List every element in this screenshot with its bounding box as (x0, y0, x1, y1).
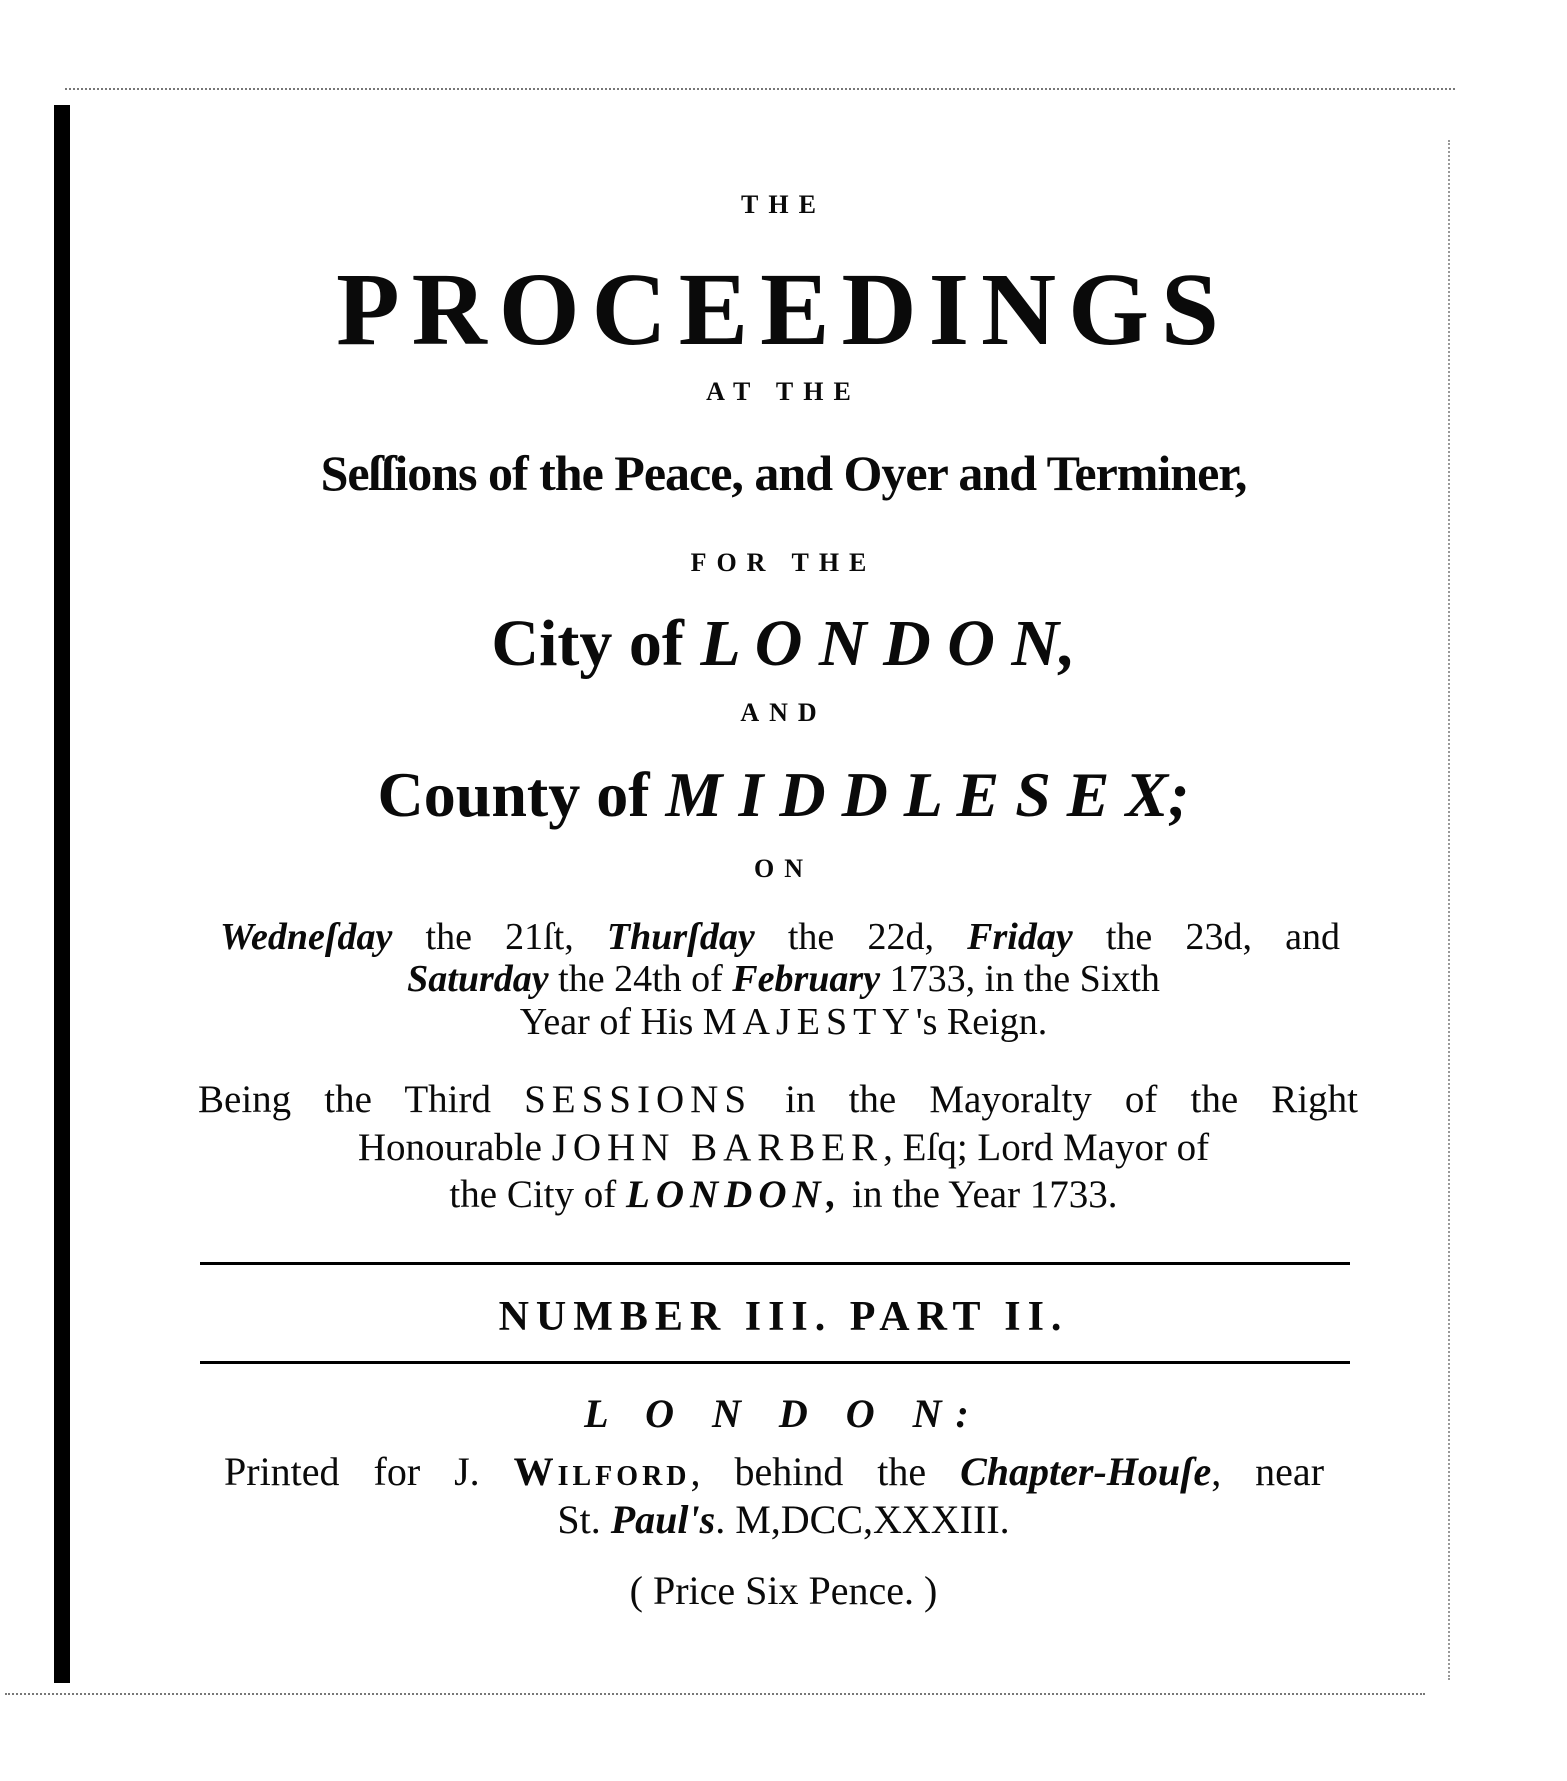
date-line-2 (0, 957, 1567, 1001)
date-text-7: 's Reign. (915, 1001, 1048, 1043)
heading-and: AND (740, 698, 827, 727)
date-text-1: the 21ſt, (392, 916, 607, 958)
being-text-6: in the Year 1733. (842, 1173, 1118, 1216)
stpauls-text-2: . M,DCC,XXXIII. (715, 1497, 1010, 1542)
printed-text-2: , behind the (690, 1449, 961, 1494)
being-line-1 (198, 1077, 1358, 1122)
county-prefix: County of (377, 759, 666, 830)
top-rule (200, 1262, 1350, 1265)
heading-on: ON (754, 854, 813, 883)
heading-the: THE (741, 190, 826, 219)
day-wednesday: Wedneſday (220, 916, 393, 958)
top-page-edge (65, 88, 1455, 90)
being-line-2 (0, 1125, 1567, 1170)
day-friday: Friday (967, 916, 1073, 958)
sessions-word: SESSIONS (524, 1078, 753, 1121)
price-label: ( Price Six Pence. ) (629, 1568, 938, 1613)
being-text-2: in the Mayoralty of the Right (752, 1078, 1358, 1121)
bottom-page-edge (5, 1693, 1425, 1695)
city-name: L O N D O N, (700, 607, 1076, 680)
being-line-3 (0, 1172, 1567, 1217)
printer-name: Wilford (513, 1449, 691, 1494)
number-part-label: NUMBER III. PART II. (498, 1294, 1069, 1340)
being-text-5: the City of (449, 1173, 626, 1216)
london-word: LONDON, (626, 1173, 843, 1216)
bottom-rule (200, 1361, 1350, 1364)
heading-city-of-london (0, 606, 1567, 682)
date-text-3: the 23d, and (1072, 916, 1340, 958)
being-text-4: , Eſq; Lord Mayor of (883, 1126, 1210, 1169)
county-name: M I D D L E S E X; (665, 759, 1190, 830)
printed-line (224, 1448, 1324, 1495)
pauls-word: Paul's (610, 1497, 716, 1542)
heading-county-of-middlesex (0, 758, 1567, 832)
majesty-word: MAJESTY (702, 1001, 916, 1043)
heading-for-the: FOR THE (690, 548, 877, 577)
mayor-name: JOHN BARBER (551, 1126, 884, 1169)
date-line-3 (0, 1000, 1567, 1044)
date-line-1 (220, 915, 1340, 959)
day-saturday: Saturday (407, 958, 549, 1000)
printed-text-1: Printed for J. (224, 1449, 514, 1494)
month-february: February (732, 958, 881, 1000)
heading-at-the: AT THE (706, 377, 861, 406)
date-text-2: the 22d, (754, 916, 968, 958)
date-text-5: 1733, in the Sixth (880, 958, 1160, 1000)
city-prefix: City of (491, 607, 701, 680)
date-text-6: Year of His (519, 1001, 703, 1043)
stpauls-line (0, 1496, 1567, 1543)
printed-text-3: , near (1211, 1449, 1325, 1494)
heading-sessions: Seſſions of the Peace, and Oyer and Terminer, (320, 445, 1247, 501)
imprint-city: L O N D O N: (584, 1391, 983, 1436)
being-text-3: Honourable (357, 1126, 552, 1169)
right-page-edge (1448, 140, 1450, 1680)
stpauls-text-1: St. (557, 1497, 611, 1542)
being-text-1: Being the Third (198, 1078, 525, 1121)
date-text-4: the 24th of (548, 958, 733, 1000)
day-thursday: Thurſday (606, 916, 755, 958)
chapter-house: Chapter-Houſe (960, 1449, 1212, 1494)
heading-proceedings: PROCEEDINGS (336, 252, 1231, 367)
